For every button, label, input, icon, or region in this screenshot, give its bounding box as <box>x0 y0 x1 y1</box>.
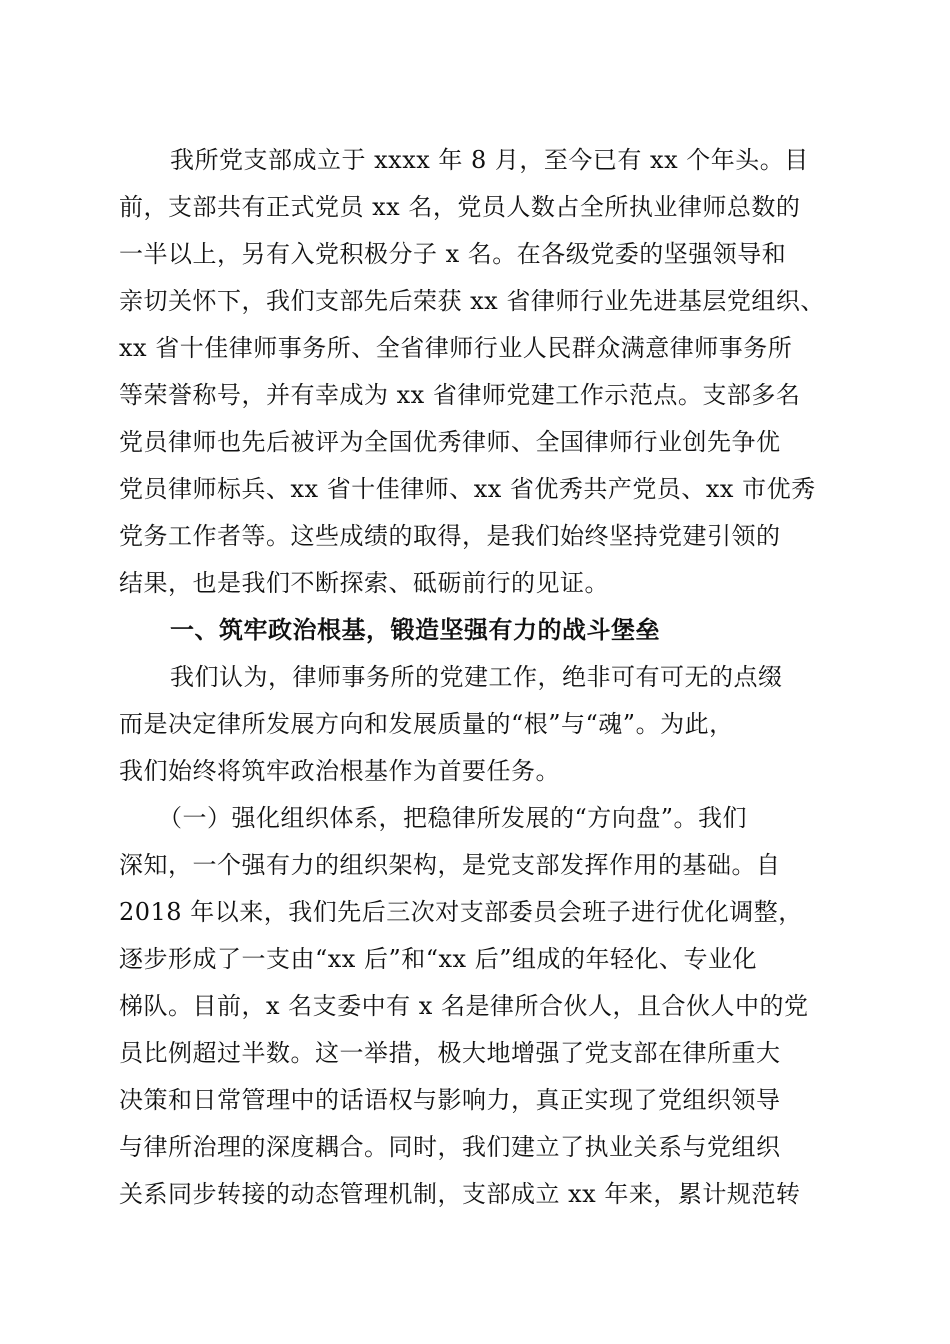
para3-line-4: 逐步形成了一支由“xx 后”和“xx 后”组成的年轻化、专业化 <box>119 945 757 973</box>
para3-line-7: 决策和日常管理中的话语权与影响力，真正实现了党组织领导 <box>119 1086 781 1114</box>
para3-line-2: 深知，一个强有力的组织架构，是党支部发挥作用的基础。自 <box>119 851 781 879</box>
section-heading-1: 一、筑牢政治根基，锻造坚强有力的战斗堡垒 <box>170 616 660 644</box>
para1-line-2: 前，支部共有正式党员 xx 名，党员人数占全所执业律师总数的 <box>119 193 801 221</box>
para1-line-7: 党员律师也先后被评为全国优秀律师、全国律师行业创先争优 <box>119 428 781 456</box>
para1-line-10: 结果，也是我们不断探索、砥砺前行的见证。 <box>119 569 609 597</box>
para3-line-9: 关系同步转接的动态管理机制，支部成立 xx 年来，累计规范转 <box>119 1180 801 1208</box>
para2-line-3: 我们始终将筑牢政治根基作为首要任务。 <box>119 757 560 785</box>
para1-line-3: 一半以上，另有入党积极分子 x 名。在各级党委的坚强领导和 <box>119 240 787 268</box>
para3-line-5: 梯队。目前，x 名支委中有 x 名是律所合伙人，且合伙人中的党 <box>119 992 809 1020</box>
para1-line-9: 党务工作者等。这些成绩的取得，是我们始终坚持党建引领的 <box>119 522 781 550</box>
para3-line-6: 员比例超过半数。这一举措，极大地增强了党支部在律所重大 <box>119 1039 781 1067</box>
para3-line-3: 2018 年以来，我们先后三次对支部委员会班子进行优化调整， <box>119 898 803 926</box>
para2-line-1: 我们认为，律师事务所的党建工作，绝非可有可无的点缀 <box>170 663 783 691</box>
para1-line-4: 亲切关怀下，我们支部先后荣获 xx 省律师行业先进基层党组织、 <box>119 287 825 315</box>
para2-line-2: 而是决定律所发展方向和发展质量的“根”与“魂”。为此， <box>119 710 734 738</box>
para3-line-1: （一）强化组织体系，把稳律所发展的“方向盘”。我们 <box>158 804 748 832</box>
para1-line-5: xx 省十佳律师事务所、全省律师行业人民群众满意律师事务所 <box>119 334 793 362</box>
para1-line-6: 等荣誉称号，并有幸成为 xx 省律师党建工作示范点。支部多名 <box>119 381 801 409</box>
para1-line-1: 我所党支部成立于 xxxx 年 8 月，至今已有 xx 个年头。目 <box>170 146 809 174</box>
para3-line-8: 与律所治理的深度耦合。同时，我们建立了执业关系与党组织 <box>119 1133 781 1161</box>
para1-line-8: 党员律师标兵、xx 省十佳律师、xx 省优秀共产党员、xx 市优秀 <box>119 475 816 503</box>
